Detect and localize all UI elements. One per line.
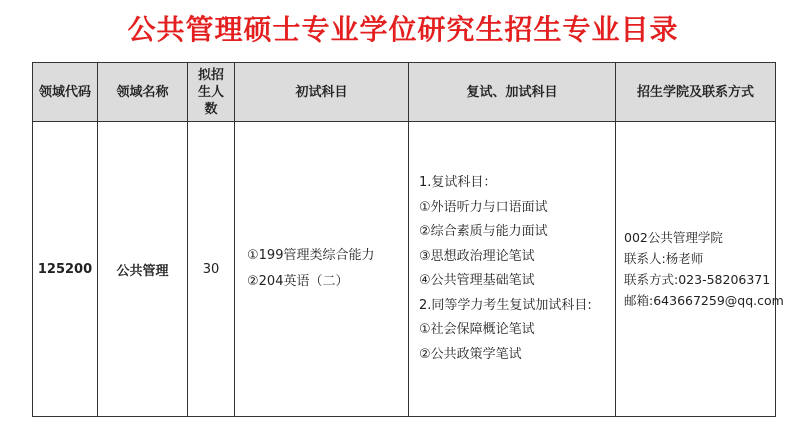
header-count [188,63,235,122]
list-item: ①外语听力与口语面试 [419,199,548,215]
cell-count: 30 [188,122,235,417]
list-item: 002公共管理学院 [624,230,723,245]
header-name: 领域名称 [98,63,188,122]
cell-retest [409,122,616,417]
header-code: 领域代码 [33,63,98,122]
table-row [33,122,776,417]
header-retest: 复试、加试科目 [409,63,616,122]
list-item: 1.复试科目： [419,175,497,190]
list-item: ③思想政治理论笔试 [419,248,535,264]
header-college: 招生学院及联系方式 [616,63,776,122]
table-header-row [33,63,776,122]
catalog-table [32,62,784,417]
cell-code: 125200 [33,122,98,417]
list-item: ①199管理类综合能力 [247,248,375,263]
list-item: ②综合素质与能力面试 [419,224,548,239]
list-item: 联系人:杨老师 [624,251,704,266]
list-item: ②公共政策学笔试 [419,346,522,362]
cell-college [616,122,784,417]
first-exam-list [235,243,408,295]
header-count-label: 拟招生人数 [197,67,224,117]
cell-name: 公共管理 [98,122,188,417]
college-contact-list [616,227,784,311]
list-item: 联系方式:023-58206371 [624,272,771,287]
list-item: 邮箱:643667259@qq.com [624,293,784,308]
list-item: ①社会保障概论笔试 [419,322,535,337]
header-first-exam: 初试科目 [235,63,409,122]
page-title: 公共管理硕士专业学位研究生招生专业目录 [127,13,679,46]
list-item: ④公共管理基础笔试 [419,273,535,288]
list-item: 2.同等学力考生复试加试科目: [419,297,592,313]
list-item: ②204英语（二） [247,274,349,289]
retest-list [409,171,615,367]
cell-first-exam [235,122,409,417]
